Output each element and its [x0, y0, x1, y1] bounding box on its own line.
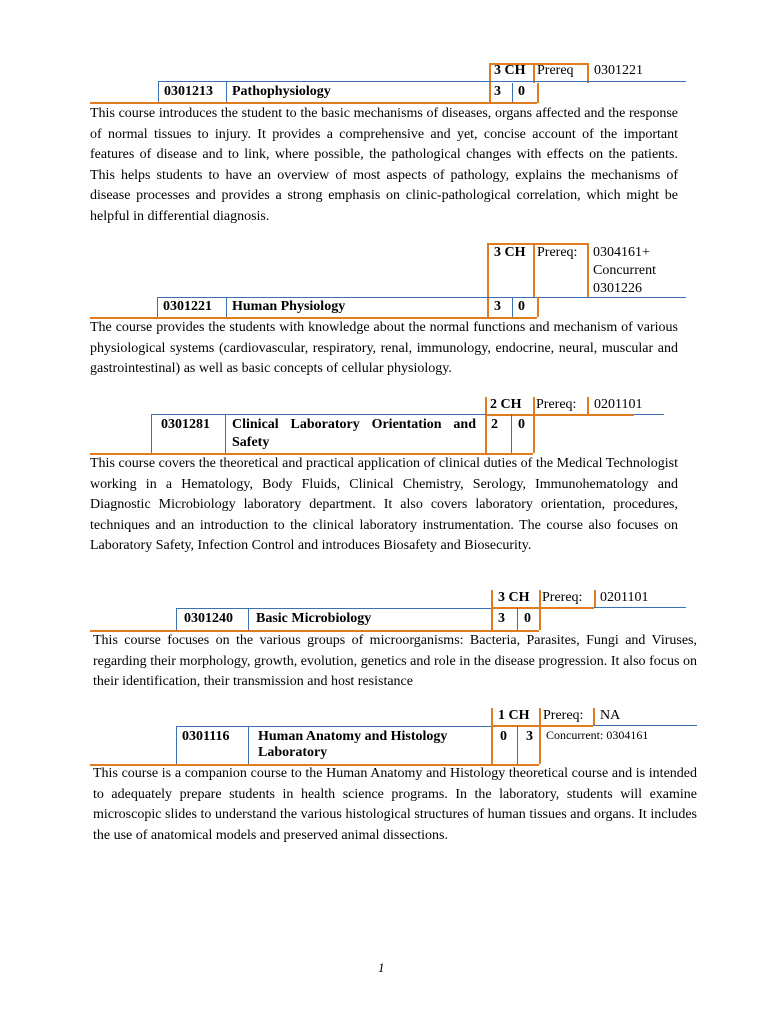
prereq-divider-rule	[593, 708, 595, 725]
course-description: This course focuses on the various groups of microorganisms: Bacteria, Parasites, Fungi and Viruses, regarding their morphology, growth, evolution, genetics and role in the disease progression. It also focus on their identification, their transmission and host resistance	[93, 633, 697, 689]
lab-hours: 0	[518, 299, 525, 314]
ch-divider-rule	[539, 590, 541, 607]
hours-divider-rule	[517, 726, 518, 764]
prereq-value: 0201101	[600, 590, 649, 605]
code-left-rule	[151, 414, 152, 453]
hours-divider-rule	[512, 297, 513, 317]
prereq-label: Prereq:	[543, 708, 584, 723]
header-top-rule	[176, 608, 491, 609]
prereq-divider-rule	[594, 590, 596, 607]
header-top-rule	[157, 297, 686, 298]
prereq-value: 0304161+	[593, 245, 650, 260]
lab-hours: 0	[518, 417, 525, 432]
hours-divider-rule	[517, 608, 518, 630]
ch-top-rule-extension	[634, 414, 664, 415]
ch-top-rule	[486, 414, 634, 416]
theory-hours: 3	[494, 299, 501, 314]
theory-hours: 3	[494, 84, 501, 99]
credit-hours: 2 CH	[490, 397, 522, 412]
course-description: This course introduces the student to the basic mechanisms of diseases, organs affected and the response of normal tissues to injury. It provides a comprehensive and yet, concise account of the important features of disease and to link, where possible, the pathological changes with effects on the patients. This helps students to have an overview of most aspects of pathology, explains the mechanisms of disease processes and provides a strong emphasis on clinic-pathological correlation, which might be helpful in differential diagnosis.	[90, 106, 678, 224]
lab-hours: 0	[518, 84, 525, 99]
ch-left-rule	[489, 63, 491, 103]
lab-hours: 3	[526, 729, 533, 744]
prereq-label: Prereq:	[542, 590, 583, 605]
code-left-rule	[176, 608, 177, 630]
course-description: This course is a companion course to the Human Anatomy and Histology theoretical course and is intended to adequately prepare students in health science programs. In the laboratory, students will examine microscopic slides to understand the various histological structures of human tissues and organs. It includes the use of anatomical models and preserved animal dissections.	[93, 766, 697, 843]
credit-hours: 3 CH	[498, 590, 530, 605]
course-code: 0301116	[182, 729, 230, 744]
ch-left-rule	[485, 397, 487, 453]
course-description: The course provides the students with knowledge about the normal functions and mechanism of various physiological systems (cardiovascular, respiratory, renal, immunology, endocrine, neural, muscular and gastrointestinal) as well as basic concepts of cellular physiology.	[90, 320, 678, 376]
code-divider-rule	[226, 297, 227, 317]
theory-hours: 0	[500, 729, 507, 744]
concurrent-note: Concurrent: 0304161	[546, 728, 649, 742]
code-divider-rule	[225, 414, 226, 453]
course-code: 0301240	[184, 611, 233, 626]
theory-hours: 2	[491, 417, 498, 432]
hours-right-rule	[533, 414, 535, 453]
ch-divider-rule	[533, 63, 535, 83]
ch-top-rule-extension	[594, 607, 686, 608]
course-code: 0301281	[161, 417, 210, 432]
prereq-divider-rule	[587, 243, 589, 297]
hours-divider-rule	[511, 414, 512, 453]
course-description: This course covers the theoretical and practical application of clinical duties of the Medical Technologist working in a Hematology, Body Fluids, Clinical Chemistry, Serology, Immunohematology and Diagnostic Microbiology laboratory department. It also covers laboratory orientation, procedures, techniques and an introduction to the clinical laboratory instrumentation. The course also focuses on Laboratory Safety, Infection Control and introduces Biosafety and Biosecurity.	[90, 456, 678, 553]
hours-right-rule	[539, 608, 541, 630]
code-left-rule	[176, 726, 177, 764]
page-number: 1	[378, 960, 385, 975]
header-top-rule	[176, 726, 491, 727]
code-divider-rule	[226, 81, 227, 103]
prereq-value: 0301221	[594, 63, 643, 78]
code-left-rule	[158, 81, 159, 103]
prereq-label: Prereq	[537, 63, 574, 78]
prereq-label: Prereq:	[537, 245, 578, 260]
course-title-line2: Laboratory	[258, 745, 328, 760]
code-divider-rule	[248, 726, 249, 764]
credit-hours: 3 CH	[494, 245, 526, 260]
prereq-value: 0201101	[594, 397, 643, 412]
header-top-rule	[158, 81, 686, 82]
course-title: Human Physiology	[232, 299, 346, 314]
hours-right-rule	[537, 297, 539, 317]
course-title: Clinical Laboratory Orientation and	[232, 417, 476, 432]
course-code: 0301221	[163, 299, 212, 314]
course-title: Basic Microbiology	[256, 611, 372, 626]
code-left-rule	[157, 297, 158, 317]
code-divider-rule	[248, 608, 249, 630]
ch-divider-rule	[533, 397, 535, 414]
ch-top-rule-extension	[593, 725, 697, 726]
course-title-line2: Safety	[232, 435, 270, 450]
course-code: 0301213	[164, 84, 213, 99]
credit-hours: 3 CH	[494, 63, 526, 78]
ch-left-rule	[491, 708, 493, 764]
course-title: Human Anatomy and Histology	[258, 729, 448, 744]
credit-hours: 1 CH	[498, 708, 530, 723]
ch-left-rule	[491, 590, 493, 630]
ch-top-rule	[492, 725, 593, 727]
prereq-value-line2: Concurrent	[593, 263, 656, 278]
theory-hours: 3	[498, 611, 505, 626]
hours-divider-rule	[512, 83, 513, 103]
hours-right-rule	[537, 83, 539, 103]
course-title: Pathophysiology	[232, 84, 331, 99]
prereq-label: Prereq:	[536, 397, 577, 412]
header-top-rule	[151, 414, 486, 415]
ch-left-rule	[487, 243, 489, 317]
prereq-value-line3: 0301226	[593, 281, 642, 296]
ch-divider-rule	[533, 243, 535, 297]
prereq-divider-rule	[587, 63, 589, 83]
ch-divider-rule	[539, 708, 541, 764]
prereq-value: NA	[600, 708, 621, 723]
prereq-divider-rule	[587, 397, 589, 414]
lab-hours: 0	[524, 611, 531, 626]
ch-top-rule	[492, 607, 594, 609]
